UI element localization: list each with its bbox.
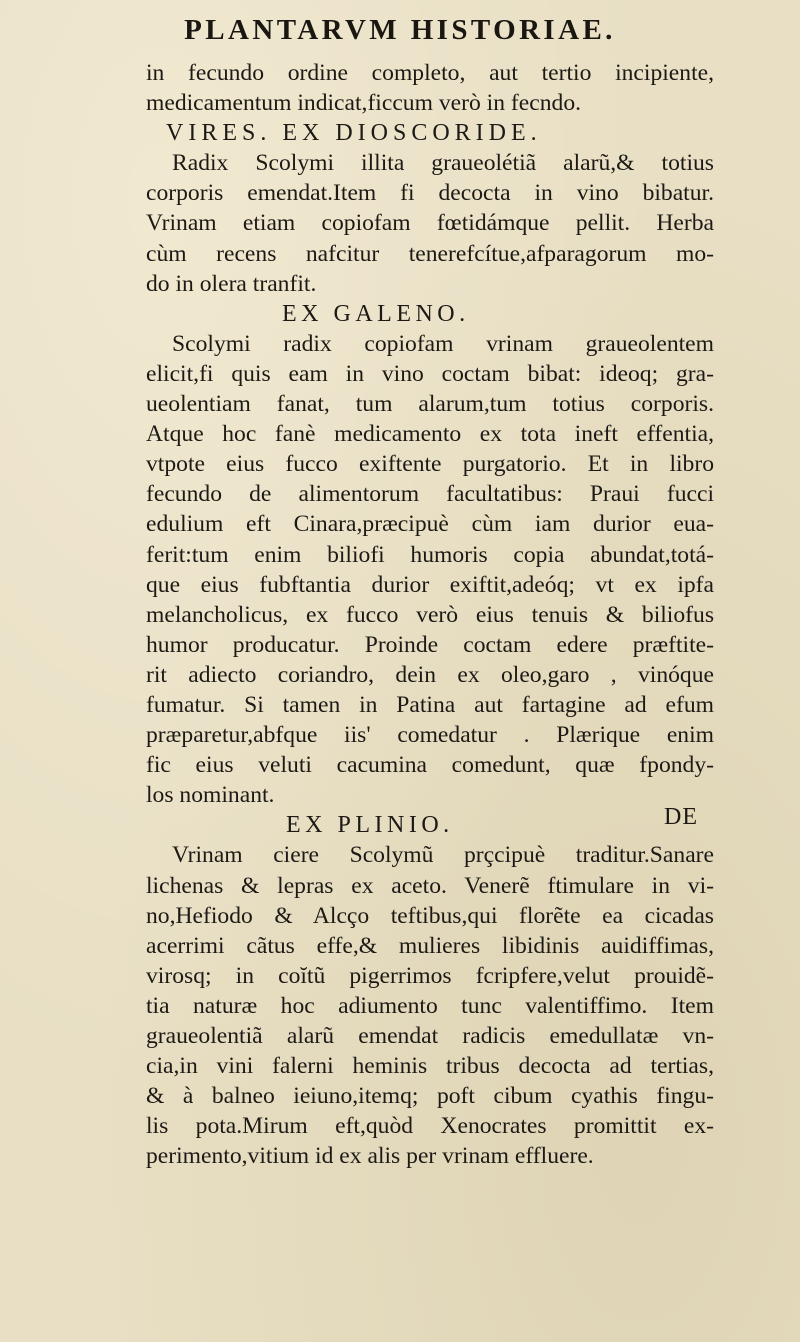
- text-line: Atque hoc fanè medicamento ex tota ineft effentia,: [146, 421, 714, 448]
- text-line: lichenas & lepras ex aceto. Venerẽ ftimulare in vi-: [146, 872, 714, 899]
- text-line: humor producatur. Proinde coctam edere præftite-: [146, 631, 714, 658]
- text-line: medicamentum indicat,ficcum verò in fecndo.: [146, 90, 582, 117]
- text-line: ferit:tum enim biliofi humoris copia abundat,totá-: [146, 541, 714, 568]
- text-line: cia,in vini falerni heminis tribus decocta ad tertias,: [146, 1053, 714, 1080]
- section-heading: EX PLINIO.: [286, 812, 454, 839]
- text-line: ueolentiam fanat, tum alarum,tum totius corporis.: [146, 391, 714, 418]
- main-text-block: [146, 58, 714, 1171]
- text-line: rit adiecto coriandro, dein ex oleo,garo , vinóque: [146, 661, 714, 688]
- text-line: in fecundo ordine completo, aut tertio incipiente,: [146, 60, 714, 86]
- text-line: fecundo de alimentorum facultatibus: Praui fucci: [146, 481, 714, 508]
- text-line: los nominant.: [146, 782, 275, 809]
- text-line: cùm recens nafcitur tenerefcítue,afparagorum mo-: [146, 240, 714, 267]
- text-line: virosq; in coĭtũ pigerrimos fcripfere,velut prouidẽ-: [146, 962, 714, 989]
- text-line: perimento,vitium id ex alis per vrinam effluere.: [146, 1143, 594, 1170]
- text-line: vtpote eius fucco exiftente purgatorio. Et in libro: [146, 451, 714, 478]
- section-heading: EX GALENO.: [282, 300, 470, 327]
- text-line: Vrinam ciere Scolymũ prçcipuè traditur.Sanare: [172, 842, 714, 869]
- text-line: no,Hefiodo & Alcço teftibus,qui florẽte ea cicadas: [146, 902, 714, 929]
- text-line: lis pota.Mirum eft,quòd Xenocrates promittit ex-: [146, 1113, 714, 1140]
- text-line: edulium eft Cinara,præcipuè cùm iam durior eua-: [146, 511, 714, 538]
- text-line: Scolymi radix copiofam vrinam graueolentem: [172, 330, 714, 357]
- text-line: & à balneo ieiuno,itemq; poft cibum cyathis fingu-: [146, 1083, 714, 1110]
- text-line: graueolentiã alarũ emendat radicis emedullatæ vn-: [146, 1023, 714, 1049]
- text-line: do in olera tranfit.: [146, 270, 317, 297]
- text-line: acerrimi cãtus effe,& mulieres libidinis auidiffimas,: [146, 932, 714, 959]
- text-line: fumatur. Si tamen in Patina aut fartagine ad efum: [146, 691, 714, 718]
- text-line: corporis emendat.Item fi decocta in vino bibatur.: [146, 180, 714, 207]
- text-line: Radix Scolymi illita graueolétiã alarũ,& totius: [172, 150, 714, 177]
- text-line: elicit,fi quis eam in vino coctam bibat: ideoq; gra-: [146, 360, 714, 387]
- text-line: que eius fubftantia durior exiftit,adeóq; vt ex ipfa: [146, 571, 714, 598]
- text-line: præparetur,abfque iis' comedatur . Plærique enim: [146, 722, 714, 749]
- text-line: Vrinam etiam copiofam fœtidámque pellit. Herba: [146, 210, 714, 237]
- running-head: PLANTARVM HISTORIAE.: [184, 14, 616, 46]
- section-heading: VIRES. EX DIOSCORIDE.: [166, 120, 542, 147]
- text-line: melancholicus, ex fucco verò eius tenuis & biliofus: [146, 601, 714, 628]
- text-line: tia naturæ hoc adiumento tunc valentiffimo. Item: [146, 992, 714, 1019]
- text-line: fic eius veluti cacumina comedunt, quæ fpondy-: [146, 752, 714, 779]
- catchword: DE: [664, 804, 698, 830]
